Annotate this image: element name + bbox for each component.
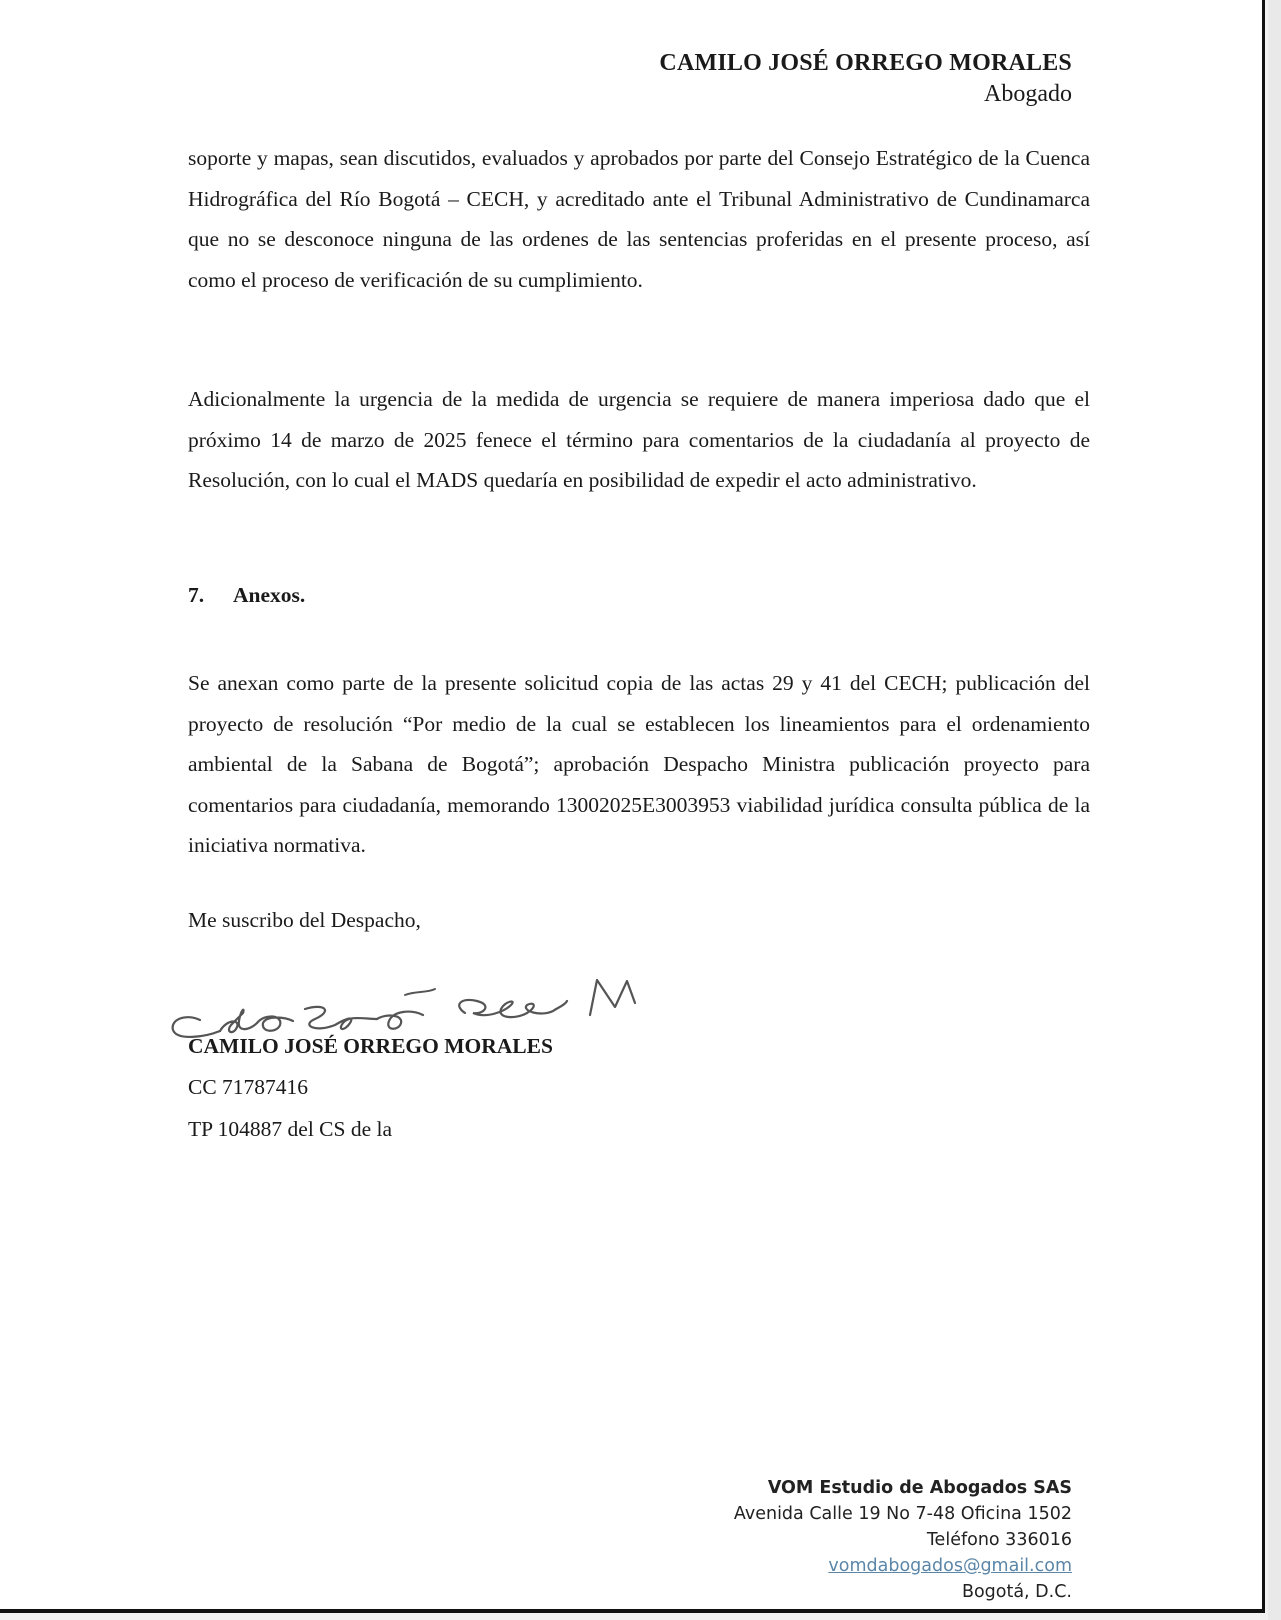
section-heading-annexes bbox=[188, 583, 305, 608]
section-number: 7. bbox=[188, 583, 205, 607]
signatory-name: CAMILO JOSÉ ORREGO MORALES bbox=[188, 1034, 553, 1058]
footer-contact bbox=[734, 1475, 1072, 1605]
letterhead bbox=[659, 50, 1072, 108]
footer-phone: Teléfono 336016 bbox=[926, 1530, 1072, 1550]
footer-city: Bogotá, D.C. bbox=[961, 1582, 1072, 1602]
window-edge bbox=[1268, 0, 1281, 1620]
footer-email-link[interactable]: vomdabogados@gmail.com bbox=[828, 1556, 1072, 1576]
paragraph-annexes: Se anexan como parte de la presente solicitud copia de las actas 29 y 41 del CECH; publicación del proyecto de resolución “Por medio de la cual se establecen los lineamientos para el ordenamiento ambiental de la Sabana de Bogotá”; aprobación Despacho Ministra publicación proyecto para comentarios para ciudadanía, memorando 13002025E3003953 viabilidad jurídica consulta pública de la iniciativa normativa. bbox=[188, 671, 1090, 857]
footer-firm-name: VOM Estudio de Abogados SAS bbox=[767, 1478, 1072, 1498]
paragraph-urgency: Adicionalmente la urgencia de la medida de urgencia se requiere de manera imperiosa dado que el próximo 14 de marzo de 2025 fenece el término para comentarios de la ciudadanía al proyecto de Resolución, con lo cual el MADS quedaría en posibilidad de expedir el acto administrativo. bbox=[188, 387, 1090, 492]
closing-line: Me suscribo del Despacho, bbox=[188, 908, 421, 932]
letterhead-name: CAMILO JOSÉ ORREGO MORALES bbox=[659, 50, 1072, 76]
section-title: Anexos. bbox=[233, 583, 306, 607]
letterhead-title: Abogado bbox=[984, 81, 1072, 107]
paragraph-support-maps: soporte y mapas, sean discutidos, evaluados y aprobados por parte del Consejo Estratégico de la Cuenca Hidrográfica del Río Bogotá – CECH, y acreditado ante el Tribunal Administrativo de Cundinamarca que no se desconoce ninguna de las ordenes de las sentencias proferidas en el presente proceso, así como el proceso de verificación de su cumplimiento. bbox=[188, 146, 1090, 292]
signatory-tp: TP 104887 del CS de la bbox=[188, 1117, 393, 1141]
footer-address: Avenida Calle 19 No 7-48 Oficina 1502 bbox=[733, 1504, 1072, 1524]
signatory-cc: CC 71787416 bbox=[188, 1075, 309, 1099]
